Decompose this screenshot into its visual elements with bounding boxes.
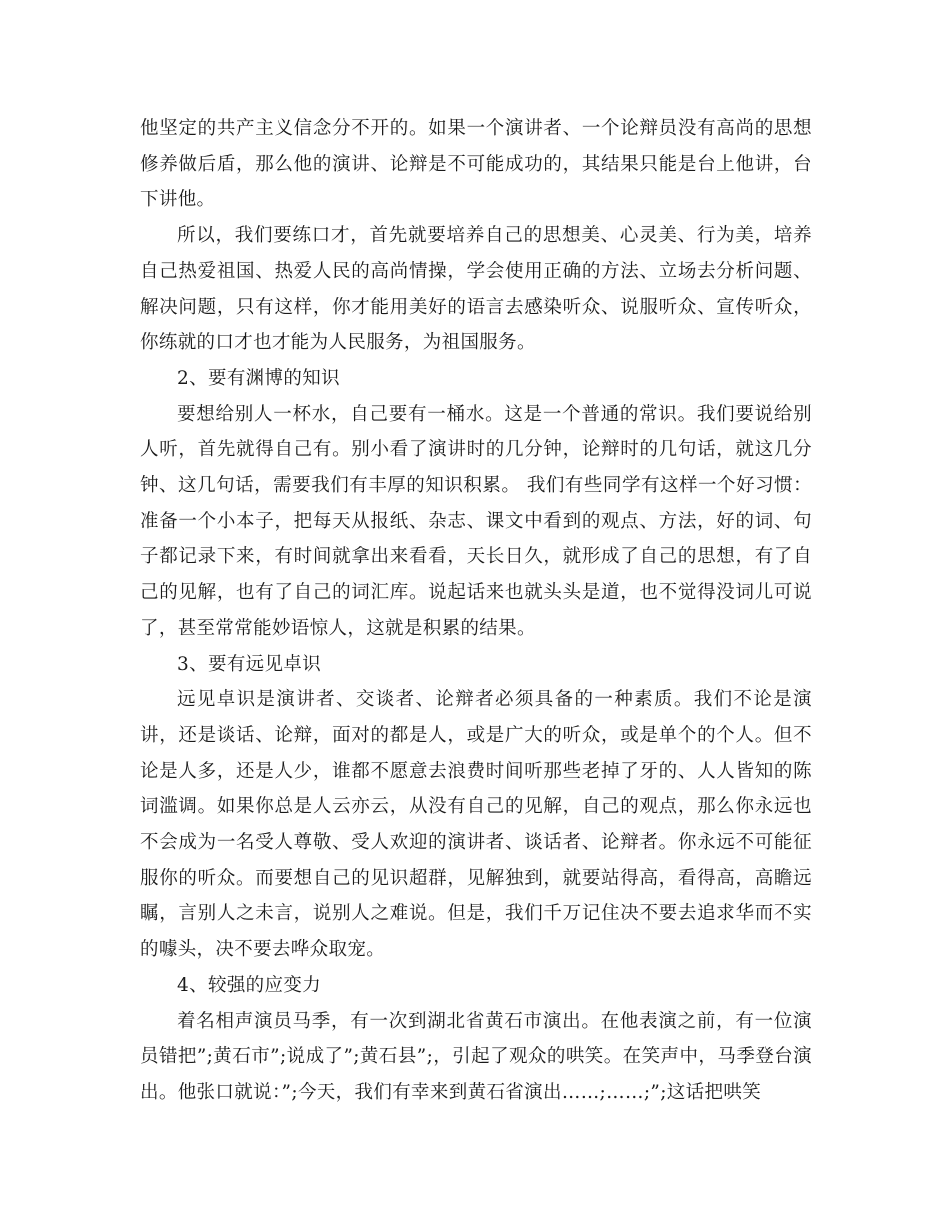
- section-heading: 4、较强的应变力: [177, 974, 322, 996]
- paragraph: 要想给别人一杯水，自己要有一桶水。这是一个普通的常识。我们要说给别人听，首先就得自己有。别小看了演讲时的几分钟，论辩时的几句话，就这几分钟、这几句话，需要我们有丰厚的知识积累。 我们有些同学有这样一个好习惯：准备一个小本子，把每天从报纸、杂志、课文中看到的观点、方法，好的词、句子都记录下来，有时间就拿出来看看，天长日久，就形成了自己的思想，有了自己的见解，也有了自己的词汇库。说起话来也就头头是道，也不觉得没词儿可说了，甚至常常能妙语惊人，这就是积累的结果。: [140, 403, 812, 639]
- paragraph: 他坚定的共产主义信念分不开的。如果一个演讲者、一个论辩员没有高尚的思想修养做后盾，那么他的演讲、论辩是不可能成功的，其结果只能是台上他讲，台下讲他。: [140, 118, 812, 211]
- section-heading: 3、要有远见卓识: [177, 653, 322, 675]
- paragraph: 着名相声演员马季，有一次到湖北省黄石市演出。在他表演之前，有一位演员错把”;黄石市”;说成了”;黄石县”;，引起了观众的哄笑。在笑声中，马季登台演出。他张口就说：”;今天，我们有幸来到黄石省演出……;……;”;这话把哄笑: [140, 1010, 812, 1103]
- document-body: [140, 111, 812, 1111]
- paragraph: 所以，我们要练口才，首先就要培养自己的思想美、心灵美、行为美，培养自己热爱祖国、热爱人民的高尚情操，学会使用正确的方法、立场去分析问题、解决问题，只有这样，你才能用美好的语言去感染听众、说服听众、宣传听众，你练就的口才也才能为人民服务，为祖国服务。: [140, 225, 812, 354]
- section-heading: 2、要有渊博的知识: [177, 367, 340, 389]
- paragraph: 远见卓识是演讲者、交谈者、论辩者必须具备的一种素质。我们不论是演讲，还是谈话、论辩，面对的都是人，或是广大的听众，或是单个的个人。但不论是人多，还是人少，谁都不愿意去浪费时间听那些老掉了牙的、人人皆知的陈词滥调。如果你总是人云亦云，从没有自己的见解，自己的观点，那么你永远也不会成为一名受人尊敬、受人欢迎的演讲者、谈话者、论辩者。你永远不可能征服你的听众。而要想自己的见识超群，见解独到，就要站得高，看得高，高瞻远瞩，言别人之未言，说别人之难说。但是，我们千万记住决不要去追求华而不实的噱头，决不要去哗众取宠。: [140, 689, 812, 961]
